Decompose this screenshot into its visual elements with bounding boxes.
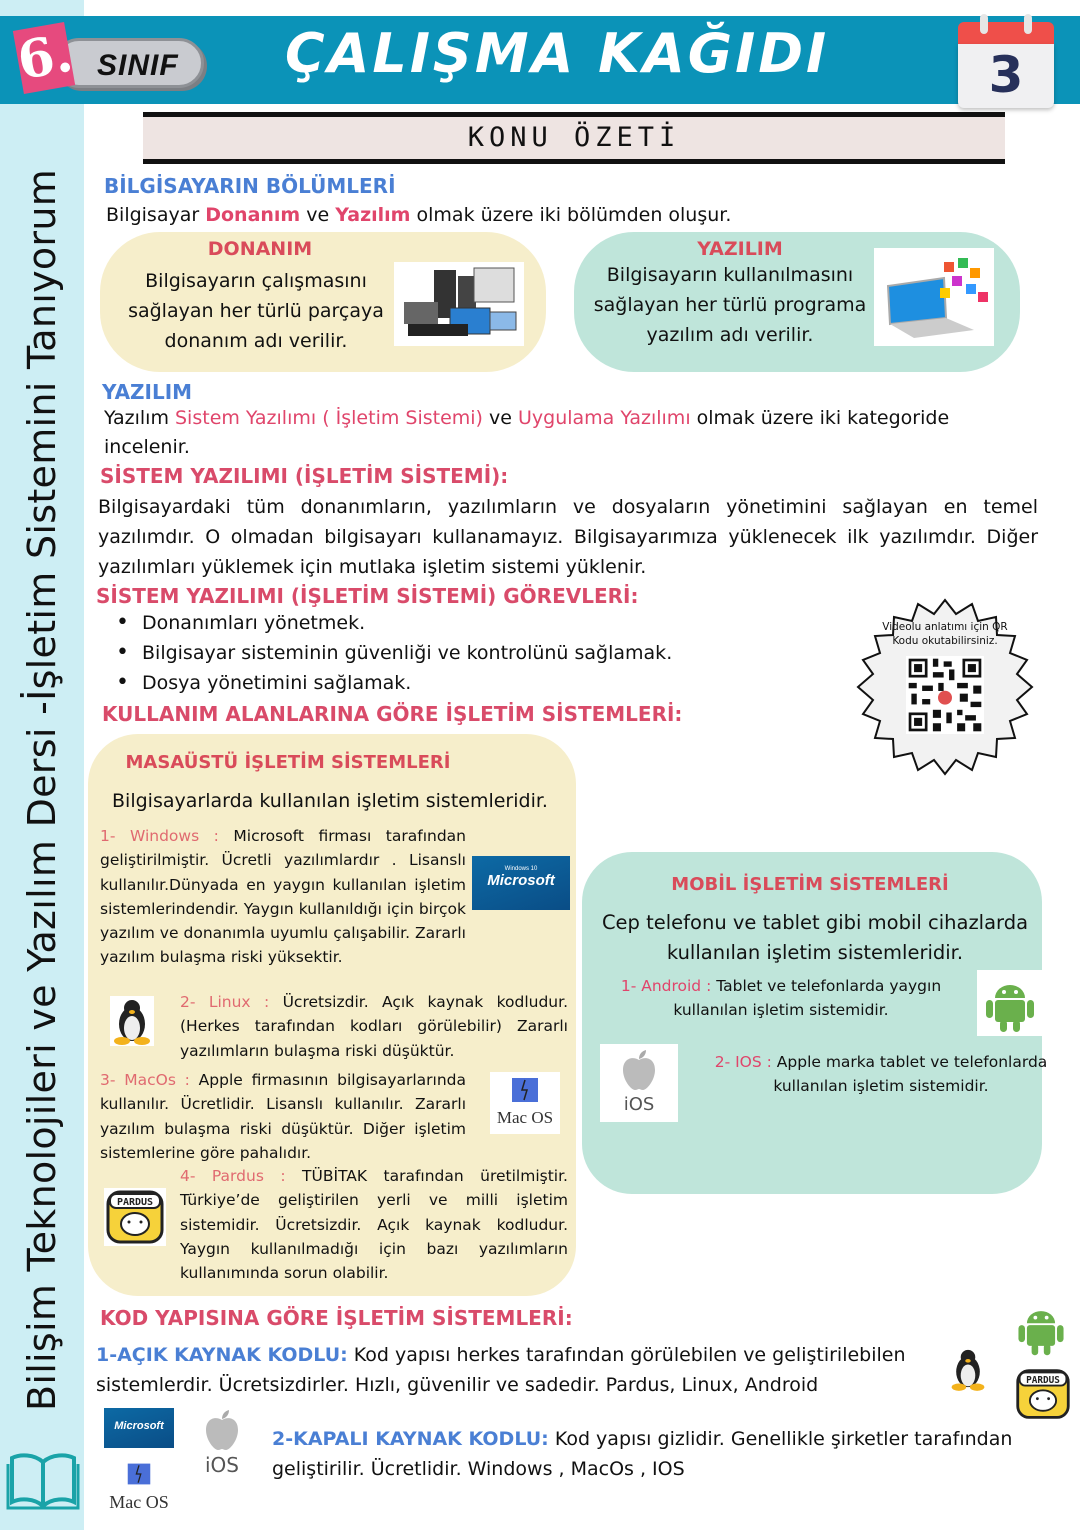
intro-text: Bilgisayar <box>106 204 206 226</box>
pardus-cat-icon <box>104 1188 166 1246</box>
list-item: • Donanımları yönetmek. <box>110 608 672 638</box>
macos-logo <box>490 1072 560 1134</box>
windows-description <box>100 824 466 970</box>
pardus-wordmark: PARDUS <box>116 1197 154 1208</box>
hardware-text: Bilgisayarın çalışmasını sağlayan her türlü parçaya donanım adı verilir. <box>128 270 384 352</box>
finder-icon <box>510 1076 540 1104</box>
macos-wordmark: Mac OS <box>496 1108 554 1127</box>
mobile-os-title: MOBİL İŞLETİM SİSTEMLERİ <box>671 874 949 895</box>
qr-instruction: Videolu anlatımı için QR Kodu okutabilirsiniz. <box>882 621 1008 647</box>
summary-band <box>143 112 1005 164</box>
apple-icon <box>619 1048 659 1092</box>
pardus-description <box>180 1164 568 1285</box>
sidebar-vertical-title: Bilişim Teknolojileri ve Yazılım Dersi -İşletim Sistemini Tanıyorum <box>20 168 64 1412</box>
microsoft-wordmark: Microsoft <box>487 872 555 889</box>
software-text-part: Yazılım <box>104 407 175 429</box>
windows-text: Microsoft firması tarafından geliştirilmiştir. Ücretli yazılımlardır . Lisanslı kullanılır.Dünyada en yaygın kullanılan işletim sistemlerindendir. Yaygın kullanıldığı için birçok yazılım ve donanımla uyumlu çalışabilir. Zararlı yazılım bulaşma riski yüksektir. <box>100 827 466 967</box>
intro-software: Yazılım <box>335 204 411 226</box>
open-source-text <box>96 1340 946 1400</box>
macos-logo-small <box>104 1460 174 1512</box>
linux-text: Ücretsizdir. Açık kaynak kodludur. (Herkes tarafından kodları görülebilir) Zararlı yazılımların bulaşma riski düşüktür. <box>180 993 568 1060</box>
finder-icon <box>126 1460 152 1488</box>
grade-number: 6. <box>13 22 78 93</box>
computer-parts-heading: BİLGİSAYARIN BÖLÜMLERİ <box>104 174 396 198</box>
open-book-icon <box>6 1450 80 1510</box>
grade-badge <box>13 22 198 96</box>
windows-version: Windows 10 <box>504 866 538 872</box>
code-structure-heading: KOD YAPISINA GÖRE İŞLETİM SİSTEMLERİ: <box>100 1306 573 1330</box>
software-heading: YAZILIM <box>102 380 193 404</box>
android-text: Tablet ve telefonlarda yaygın kullanılan işletim sistemidir. <box>673 977 942 1020</box>
qr-code[interactable] <box>906 656 984 734</box>
system-software-term: Sistem Yazılımı ( İşletim Sistemi) <box>175 407 483 429</box>
laptop-apps-image <box>874 248 994 346</box>
intro-text: ve <box>300 204 336 226</box>
desktop-os-subtitle: Bilgisayarlarda kullanılan işletim sistemleridir. <box>112 790 548 812</box>
closed-source-label: 2-KAPALI KAYNAK KODLU: <box>272 1428 549 1450</box>
penguin-icon <box>110 996 154 1046</box>
calendar-icon <box>958 14 1054 108</box>
calendar-ring <box>1024 14 1032 34</box>
hardware-icon <box>394 262 524 346</box>
closed-source-description: Kod yapısı gizlidir. Genellikle şirketler tarafından geliştirilir. Ücretlidir. Windows , MacOs , IOS <box>272 1428 1013 1480</box>
ios-wordmark: iOS <box>623 1094 655 1115</box>
pardus-cat-icon <box>1014 1366 1072 1422</box>
system-software-heading: SİSTEM YAZILIMI (İŞLETİM SİSTEMİ): <box>100 464 509 488</box>
android-logo <box>977 970 1043 1036</box>
closed-source-text <box>272 1424 1052 1484</box>
microsoft-logo-small: Microsoft <box>104 1408 174 1448</box>
tasks-list <box>110 608 672 698</box>
page-title: ÇALIŞMA KAĞIDI <box>285 22 830 85</box>
calendar-top <box>958 22 1054 46</box>
software-text-part: ve <box>482 407 518 429</box>
svg-text:PARDUS: PARDUS <box>1026 1374 1060 1386</box>
list-item: • Bilgisayar sisteminin güvenliği ve kontrolünü sağlamak. <box>110 638 672 668</box>
ios-wordmark: iOS <box>205 1453 239 1477</box>
apple-icon <box>202 1408 242 1452</box>
pardus-label: 4- Pardus : <box>180 1167 286 1185</box>
microsoft-logo <box>472 856 570 910</box>
ios-text: Apple marka tablet ve telefonlarda kullanılan işletim sistemidir. <box>771 1053 1048 1096</box>
hardware-title: DONANIM <box>207 238 313 260</box>
ios-logo <box>600 1044 678 1122</box>
android-robot-icon <box>1010 1294 1072 1362</box>
ios-description <box>706 1050 1056 1099</box>
android-description <box>606 974 956 1023</box>
android-label: 1- Android : <box>620 977 712 995</box>
sidebar <box>0 0 84 1530</box>
hardware-collage-image <box>394 262 524 346</box>
macos-description <box>100 1068 466 1165</box>
macos-label: 3- MacOs : <box>100 1071 190 1089</box>
software-title: YAZILIM <box>697 238 783 260</box>
intro-hardware: Donanım <box>205 204 301 226</box>
summary-label: KONU ÖZETİ <box>467 122 681 153</box>
application-software-term: Uygulama Yazılımı <box>518 407 691 429</box>
mobile-os-subtitle: Cep telefonu ve tablet gibi mobil cihazlarda kullanılan işletim sistemleridir. <box>601 911 1029 964</box>
open-source-description: Kod yapısı herkes tarafından görülebilen ve geliştirilebilen sistemlerdir. Ücretsizdirler. Hızlı, güvenilir ve sadedir. Pardus, Linux, Android <box>96 1344 906 1396</box>
system-software-text: Bilgisayardaki tüm donanımların, yazılımların ve dosyaların yönetimini sağlayan en temel yazılımdır. O olmadan bilgisayarı kullanamayız. Bilgisayarımıza yüklenecek ilk yazılımdır. Diğer yazılımları yüklemek için mutlaka işletim sistemi yüklenir. <box>98 496 1038 578</box>
laptop-icon <box>874 248 994 346</box>
pardus-logo <box>104 1188 166 1246</box>
ios-label: 2- IOS : <box>714 1053 772 1071</box>
software-text: Bilgisayarın kullanılmasını sağlayan her türlü programa yazılım adı verilir. <box>593 264 867 346</box>
sheet-number: 3 <box>958 44 1054 108</box>
windows-label: 1- Windows : <box>100 827 219 845</box>
macos-text: Apple firmasının bilgisayarlarında kullanılır. Ücretlidir. Lisanslı kullanılır. Zararlı yazılım bulaşma riski düşüktür. Diğer işletim sistemlerine göre pahalıdır. <box>100 1071 467 1162</box>
linux-label: 2- Linux : <box>180 993 270 1011</box>
intro-text: olmak üzere iki bölümden oluşur. <box>410 204 732 226</box>
android-robot-icon <box>977 970 1043 1036</box>
macos-wordmark: Mac OS <box>109 1492 169 1512</box>
tasks-heading: SİSTEM YAZILIMI (İŞLETİM SİSTEMİ) GÖREVLERİ: <box>96 584 639 608</box>
open-source-label: 1-AÇIK KAYNAK KODLU: <box>96 1344 348 1366</box>
linux-description <box>180 990 568 1063</box>
usage-heading: KULLANIM ALANLARINA GÖRE İŞLETİM SİSTEMLERİ: <box>102 702 683 726</box>
mobile-os-box <box>582 852 1042 1194</box>
desktop-os-title: MASAÜSTÜ İŞLETİM SİSTEMLERİ <box>125 752 451 773</box>
list-item: • Dosya yönetimini sağlamak. <box>110 668 672 698</box>
software-text <box>104 404 1034 462</box>
software-text-part: olmak üzere iki kategoride incelenir. <box>104 407 950 458</box>
ios-logo-small <box>198 1408 246 1477</box>
grade-label: SINIF <box>97 49 179 82</box>
linux-tux-logo <box>110 996 154 1046</box>
linux-tux-icon <box>948 1344 988 1394</box>
pardus-text: TÜBİTAK tarafından üretilmiştir. Türkiye’de geliştirilen yerli ve milli işletim sistemidir. Ücretsizdir. Açık kaynak kodludur. Yaygın kullanılmadığı için bazı yazılımların kullanımında sorun olabilir. <box>180 1167 568 1283</box>
computer-parts-intro <box>106 200 731 230</box>
calendar-ring <box>980 14 988 34</box>
